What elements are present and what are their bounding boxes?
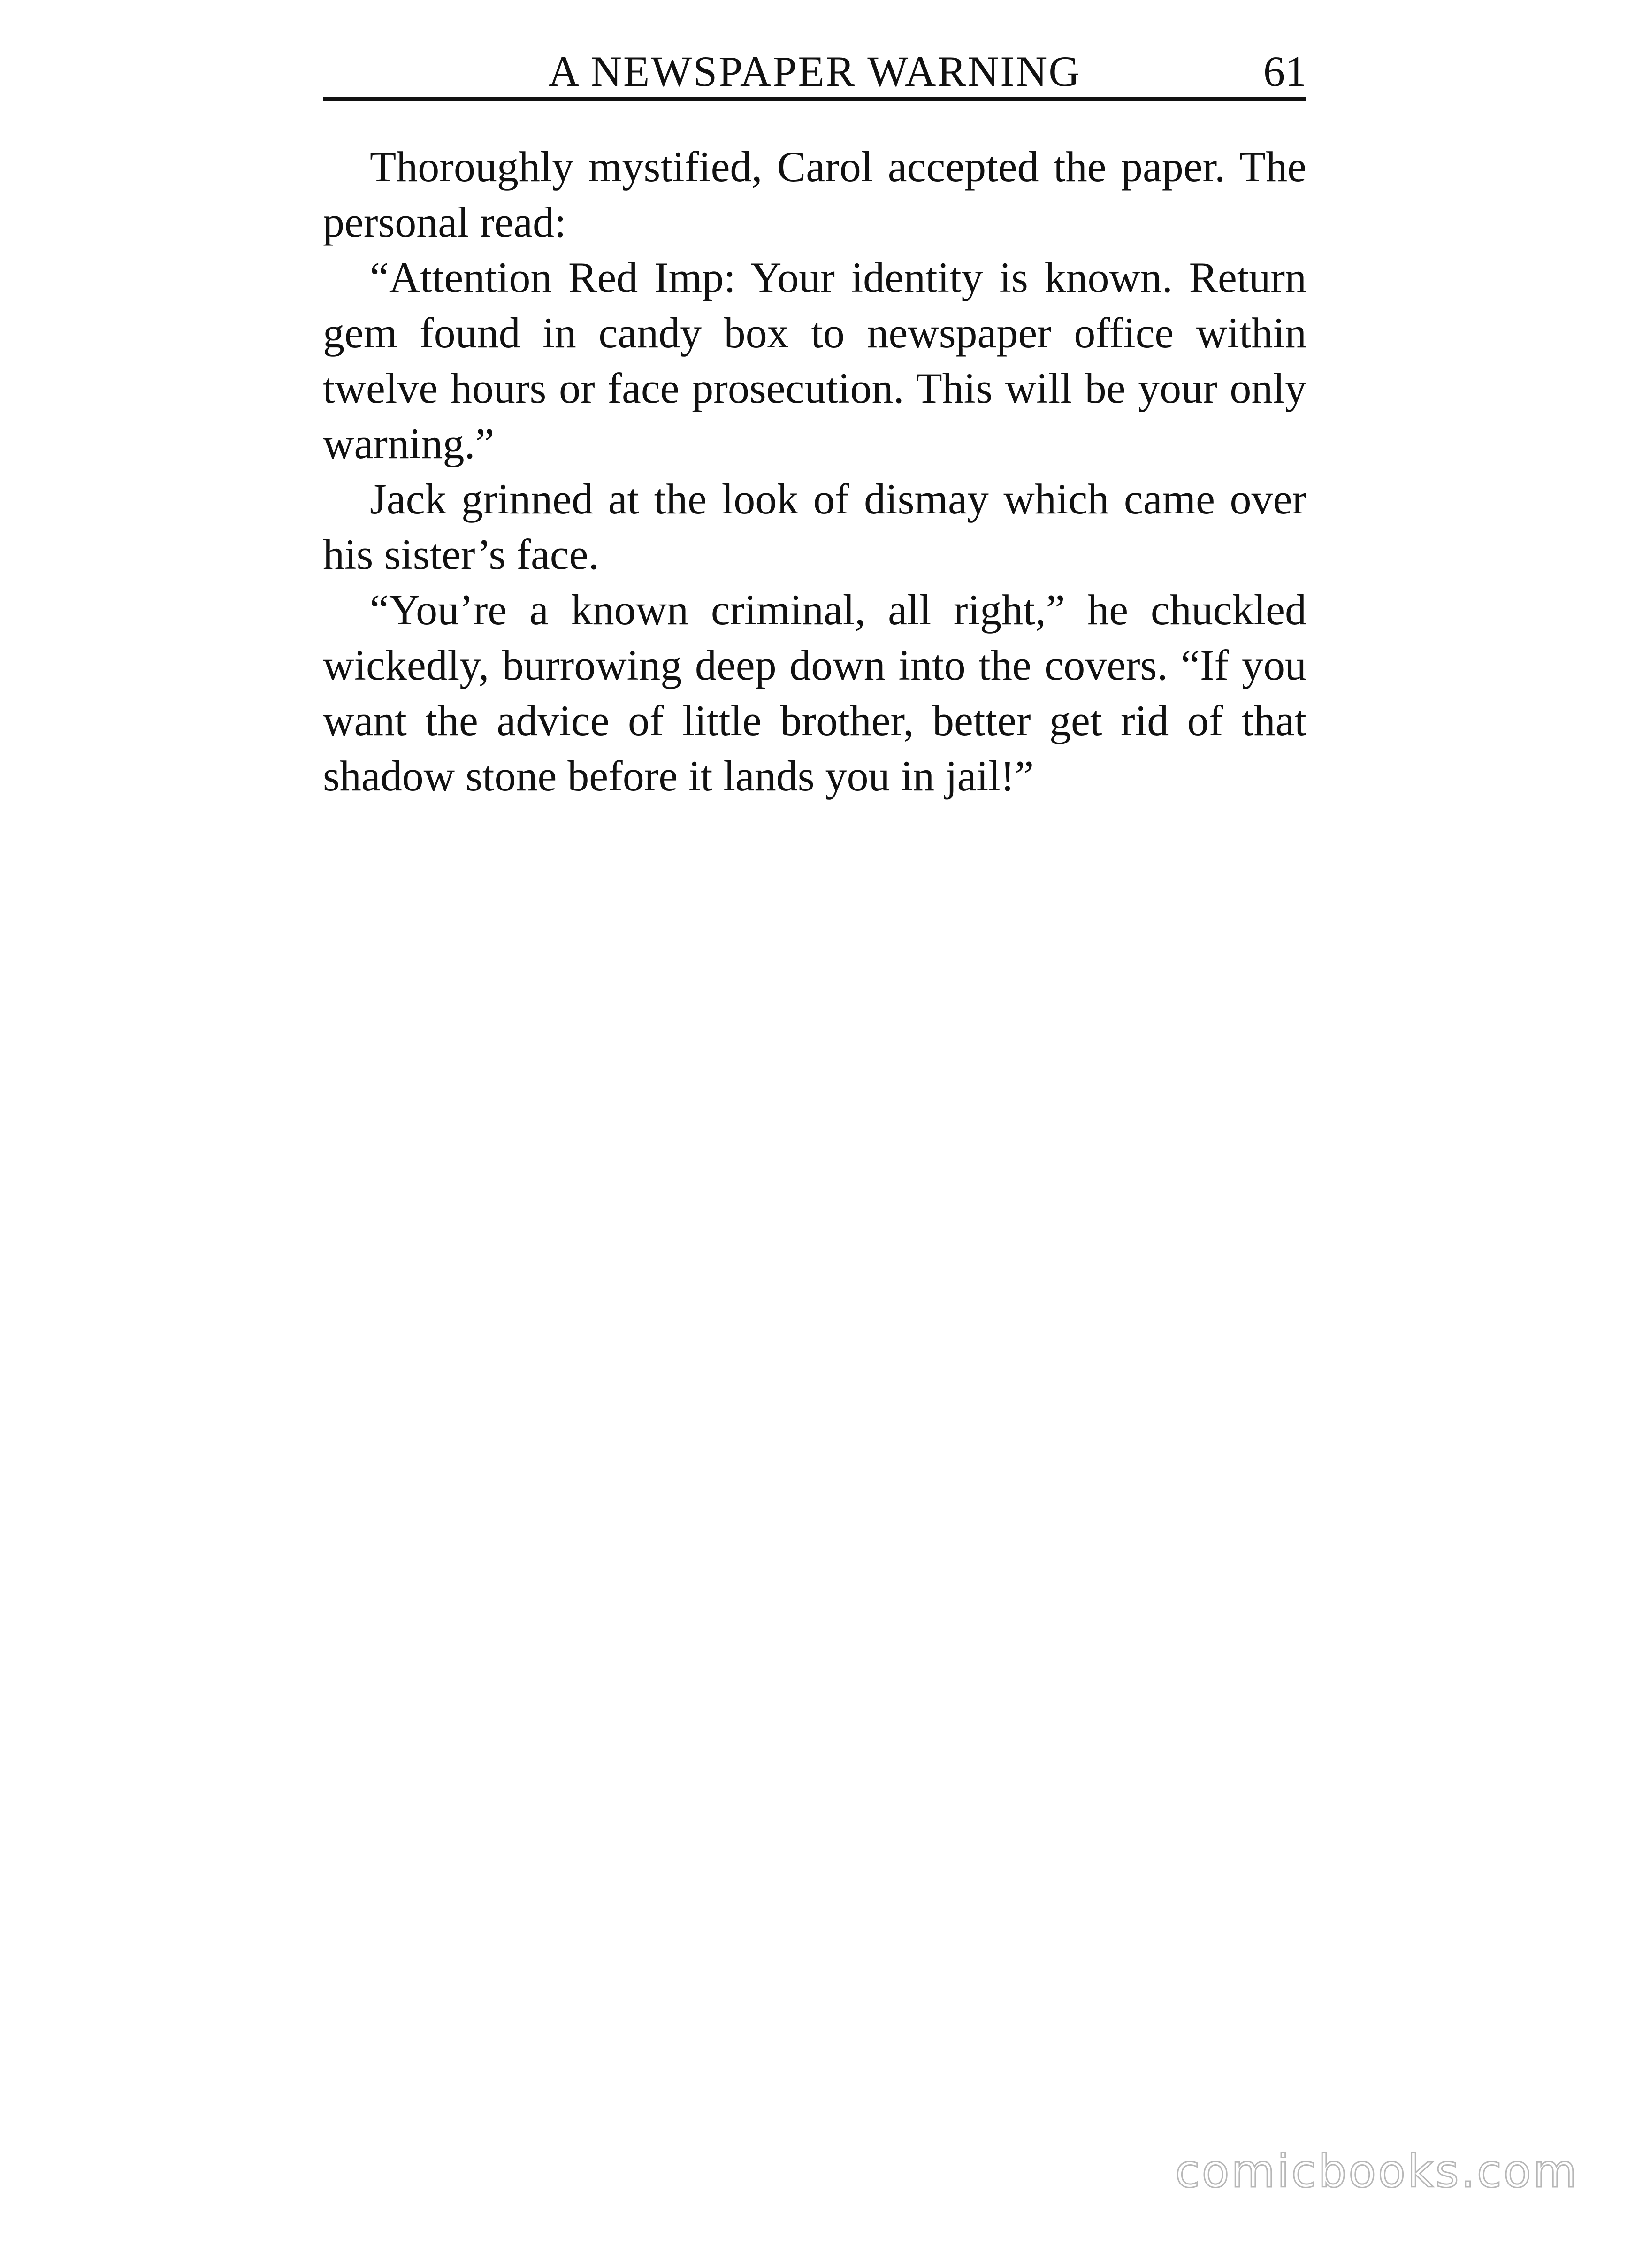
header-rule [323, 97, 1306, 101]
paragraph-2: “Attention Red Imp: Your identity is known. Return gem found in candy box to newspaper office within twelve hours or face prosecution. This will be your only warning.” [323, 253, 1306, 467]
watermark-logo: comicbooks.com [1175, 2145, 1579, 2198]
body-text [323, 139, 1306, 804]
paragraph-1: Thoroughly mystified, Carol accepted the paper. The personal read: [323, 143, 1306, 246]
paragraph-4: “You’re a known criminal, all right,” he chuckled wickedly, burrowing deep down into the covers. “If you want the advice of little brother, better get rid of that shadow stone before it lands you in jail!” [323, 586, 1306, 800]
running-head [323, 43, 1306, 100]
paragraph-3: Jack grinned at the look of dismay which came over his sister’s face. [323, 475, 1306, 578]
page-number: 61 [1263, 47, 1306, 95]
running-title: A NEWSPAPER WARNING [548, 47, 1081, 95]
